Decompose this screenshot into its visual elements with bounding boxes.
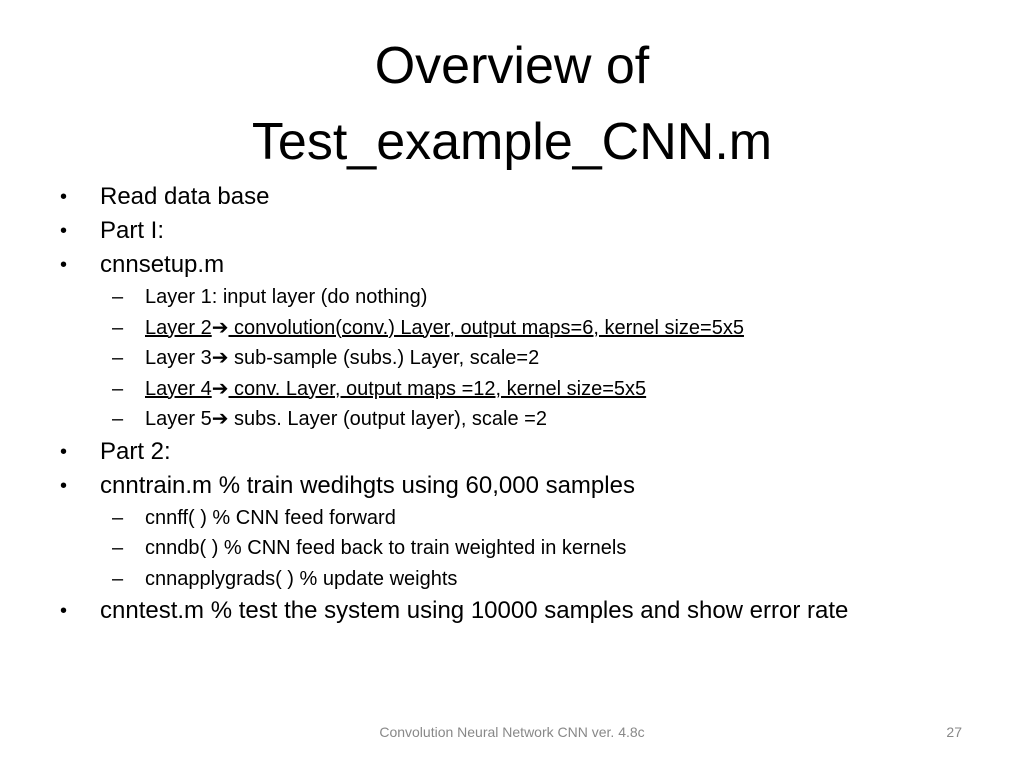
- sub-bullet-text: convolution(conv.) Layer, output maps=6, kernel size=5x5: [228, 316, 744, 339]
- bullet-icon: •: [60, 474, 68, 497]
- sub-bullet-text: conv. Layer, output maps =12, kernel size=5x5: [228, 377, 647, 400]
- slide-title: [0, 28, 1024, 181]
- page-number: 27: [946, 724, 962, 740]
- bullet-part-2: [55, 435, 995, 469]
- bullet-icon: •: [60, 440, 68, 463]
- sub-bullet-layer-3: [55, 343, 995, 374]
- dash-icon: –: [112, 377, 124, 400]
- sub-bullet-text: Layer 1: input layer (do nothing): [145, 286, 428, 308]
- bullet-cnntest: [55, 594, 995, 628]
- dash-icon: –: [112, 506, 124, 529]
- dash-icon: –: [112, 567, 124, 590]
- sub-bullet-layer-4: [55, 374, 995, 405]
- bullet-icon: •: [60, 186, 68, 208]
- bullet-cnntrain: [55, 469, 995, 503]
- dash-icon: –: [112, 347, 124, 369]
- footer-text: Convolution Neural Network CNN ver. 4.8c: [379, 724, 645, 740]
- bullet-text: cnntest.m % test the system using 10000 samples and show error rate: [100, 597, 849, 624]
- sub-bullet-text: Layer 3: [145, 347, 212, 369]
- sub-bullet-text: sub-sample (subs.) Layer, scale=2: [228, 347, 540, 369]
- sub-bullet-text: cnnff( ) % CNN feed forward: [145, 506, 396, 529]
- slide-content: [55, 180, 995, 628]
- bullet-cnnsetup: [55, 248, 995, 282]
- sub-bullet-text: cnnapplygrads( ) % update weights: [145, 567, 458, 590]
- sub-bullet-layer-2: [55, 313, 995, 344]
- sub-bullet-cnndb: [55, 533, 995, 564]
- bullet-text: Part I:: [100, 217, 165, 244]
- sub-bullet-cnnapplygrads: [55, 564, 995, 595]
- sub-bullet-layer-1: [55, 282, 995, 313]
- bullet-read-data-base: [55, 180, 995, 214]
- arrow-right-icon: ➔: [211, 377, 229, 400]
- sub-bullet-text: cnndb( ) % CNN feed back to train weighted in kernels: [145, 537, 627, 559]
- sub-bullet-cnnff: [55, 503, 995, 534]
- dash-icon: –: [112, 316, 124, 339]
- bullet-text: Part 2:: [100, 437, 171, 465]
- dash-icon: –: [112, 286, 124, 308]
- sub-bullet-text: Layer 5: [145, 408, 212, 430]
- sub-bullet-text: subs. Layer (output layer), scale =2: [228, 408, 547, 430]
- arrow-right-icon: ➔: [211, 316, 229, 339]
- bullet-icon: •: [60, 600, 68, 622]
- title-line-2: Test_example_CNN.m: [251, 113, 773, 172]
- sub-bullet-text: Layer 2: [145, 316, 212, 339]
- arrow-right-icon: ➔: [211, 408, 229, 430]
- dash-icon: –: [112, 408, 124, 430]
- bullet-text: Read data base: [100, 183, 270, 210]
- bullet-icon: •: [60, 254, 68, 276]
- bullet-text: cnntrain.m % train wedihgts using 60,000 samples: [100, 471, 635, 499]
- bullet-part-1: [55, 214, 995, 248]
- sub-bullet-layer-5: [55, 404, 995, 435]
- arrow-right-icon: ➔: [211, 347, 229, 369]
- dash-icon: –: [112, 537, 124, 559]
- sub-bullet-text: Layer 4: [145, 377, 212, 400]
- bullet-text: cnnsetup.m: [100, 251, 225, 278]
- bullet-icon: •: [60, 220, 68, 242]
- title-line-1: Overview of: [374, 37, 650, 95]
